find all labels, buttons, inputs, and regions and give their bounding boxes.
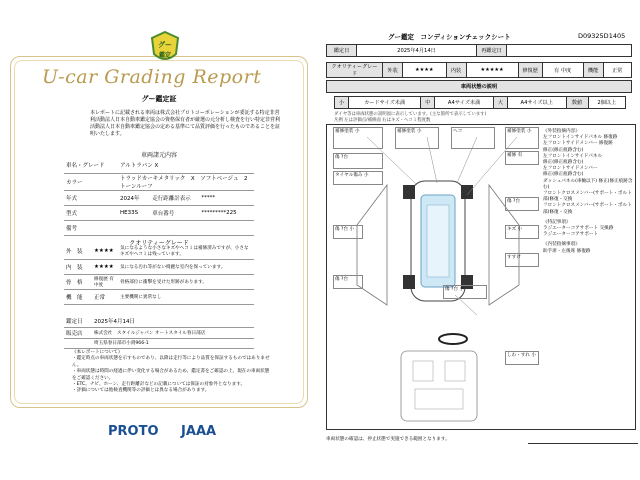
proto-logo: PROTO xyxy=(108,424,159,439)
int-label: 内装 xyxy=(446,63,466,78)
size-big: 大 xyxy=(493,97,507,109)
exterior-label: 外 装 xyxy=(64,244,92,259)
interior-note: 気になる汚れ等がない綺麗な室内を保っています。 xyxy=(118,259,254,274)
table-row xyxy=(64,220,254,235)
exterior-note: 気になるような小さなキズやヘコミは補修済みですが、小さなキズやヘコミは残っています。 xyxy=(118,244,254,259)
notes-title: 《本レポートについて》 xyxy=(72,350,123,355)
name-label: 車名・グレード xyxy=(64,158,118,173)
legend-item: ラジエーターコアサポート xyxy=(543,232,599,238)
year-label: 年式 xyxy=(64,190,118,205)
name-value: アルトラパン X xyxy=(118,158,254,173)
damage-box: 傷 ?台 xyxy=(333,275,363,289)
mech-label: 機 能 xyxy=(64,289,92,304)
table-row xyxy=(64,274,254,289)
repair-value: 有 中度 xyxy=(542,63,583,78)
legend-item: 左フロントインサイドパネル 修復跡 xyxy=(543,135,618,141)
model-label: 型式 xyxy=(64,205,118,220)
dealer-name: 株式会社 スタイルジャパン オートスタイル春日部店 xyxy=(92,327,254,338)
table-row xyxy=(327,45,632,57)
diag-note-2: 凡例 左は評価点/補修面 右はキズ・ヘコミ程度数 xyxy=(334,118,431,123)
chassis-value: *********225 xyxy=(199,205,254,220)
damage-legend xyxy=(543,129,633,255)
damage-box: 補修塗装 小 xyxy=(505,127,539,149)
legend-item: フロントクロスメンバー(サポート・ボルト部)修復・交換 xyxy=(543,191,632,203)
date-label: 鑑定日 xyxy=(327,45,357,57)
func-label: 機能 xyxy=(583,63,603,78)
frame-label: 骨 格 xyxy=(64,274,92,289)
quality-table xyxy=(64,244,254,305)
recheck-label: 再鑑定日 xyxy=(477,45,507,57)
damage-box: ヘコ xyxy=(451,127,495,149)
report-notes xyxy=(72,350,272,395)
table-row xyxy=(64,316,254,327)
damage-box: すすけ xyxy=(505,253,539,267)
legend-item: 修正(修正痕跡含む) xyxy=(543,172,584,178)
color-value: トラッドカーキメタリック X ソフトベージュ 2トーンルーフ xyxy=(118,173,254,190)
note-item: ・車両状態は時間の経過に伴い変化する場合があるため、鑑定書をご確認の上、現在の車両状態をご確認ください。 xyxy=(72,369,270,381)
legend-item: ダッシュパネル(車軸以下) 修正(修正痕跡含む) xyxy=(543,178,633,190)
size-small-desc: カードサイズ未満 xyxy=(349,97,421,109)
int-stars: ★★★★★ xyxy=(466,63,518,78)
table-row xyxy=(64,173,254,190)
table-row xyxy=(327,63,632,78)
table-row xyxy=(327,81,632,93)
damage-box: 補修塗装 小 xyxy=(333,127,383,149)
table-row xyxy=(64,190,254,205)
grade-table xyxy=(326,62,632,78)
mech-note: 主要機関に異常なし xyxy=(118,289,254,304)
legend-item: フロントクロスメンバー(サポート・ボルト部)修復・交換 xyxy=(543,203,632,215)
quality-label: クオリティーグレード xyxy=(327,63,383,78)
footer-logos xyxy=(108,424,216,439)
dealer-label: 販売店 xyxy=(64,327,92,338)
repair-label: 修復歴 xyxy=(518,63,542,78)
table-row xyxy=(64,289,254,304)
state-title: 車両状態の説明 xyxy=(327,81,632,93)
exterior-stars: ★★★★ xyxy=(92,244,118,259)
legend-item: 《特記事項》 xyxy=(543,219,571,225)
appraisal-date: 2025年4月14日 xyxy=(92,316,254,327)
sheet-id: D09325D1405 xyxy=(578,32,626,40)
quality-section-title: クオリティーグレード xyxy=(129,240,189,247)
size-small: 小 xyxy=(335,97,349,109)
legend-item: 《外装指摘内容》 xyxy=(543,129,580,134)
mileage-value: ***** xyxy=(199,190,254,205)
model-value: HE33S xyxy=(118,205,150,220)
mech-value: 正常 xyxy=(92,289,118,304)
report-title: U-car Grading Report xyxy=(42,66,262,88)
interior-label: 内 装 xyxy=(64,259,92,274)
svg-text:グー: グー xyxy=(158,41,172,49)
ext-label: 外装 xyxy=(383,63,403,78)
legend-item: 左フロントインサイドパネル xyxy=(543,153,603,159)
diag-note-1: ダイヤ等は車両状態の説明図に表示しています。(主な箇所で表示しています) xyxy=(334,112,487,117)
vehicle-info-table xyxy=(64,158,254,236)
damage-box: キズ 小 xyxy=(505,225,539,239)
bottom-note: 車両状態の確認は、停止状態で実施できる範囲となります。 xyxy=(326,437,450,442)
dealer-table xyxy=(64,316,254,349)
interior-stars: ★★★★ xyxy=(92,259,118,274)
frame-note: 骨格部位に衝撃を受けた形跡があります。 xyxy=(118,274,254,289)
legend-item: 修正(修正痕跡含む) xyxy=(543,160,584,166)
table-row xyxy=(64,338,254,348)
table-row xyxy=(335,97,626,109)
damage-box: 傷 ?台 小 xyxy=(333,225,363,239)
table-row xyxy=(64,327,254,338)
dealer-address: 埼玉県春日部市小渕966-1 xyxy=(92,338,254,348)
legend-item: 《内装指摘事項》 xyxy=(543,242,580,248)
year-value: 2024年 xyxy=(118,190,150,205)
legend-item: 左フロントサイドメンバー xyxy=(543,166,598,172)
size-table xyxy=(334,96,626,109)
chassis-label: 車台番号 xyxy=(150,205,199,220)
table-row xyxy=(64,259,254,274)
info-section-title: 車両諸元内容 xyxy=(140,152,177,159)
damage-box: 補修 有 xyxy=(505,151,539,165)
mileage-label: 走行距離計表示 xyxy=(150,190,199,205)
size-mid-desc: A4サイズ未満 xyxy=(435,97,494,109)
report-intro: 本レポートに記載される車両は株式会社プロトコーポレーションが委託する特定非営利活動法人日本自動車鑑定協会の資格保有者が厳選の元分析し検査を行い特定非営利活動法人日本自動車鑑定協会の定める基準にて品質評価を行ったものであることを証明いたします。 xyxy=(90,110,281,137)
report-subtitle: グー鑑定証 xyxy=(141,95,177,103)
ext-stars: ★★★★ xyxy=(403,63,447,78)
size-mid: 中 xyxy=(421,97,435,109)
svg-text:鑑定: 鑑定 xyxy=(158,52,172,59)
date-value: 2025年4月14日 xyxy=(357,45,477,57)
color-label: カラー xyxy=(64,173,118,190)
note-item: ・評価については他検査機関等の評価とは異なる場合があります。 xyxy=(72,388,210,394)
vehicle-diagram xyxy=(326,124,636,430)
func-value: 正常 xyxy=(603,63,631,78)
remarks-label: 備考 xyxy=(64,220,118,235)
legend-item: 修正(修正痕跡含む) xyxy=(543,147,584,153)
damage-box: タイヤル傷み 小 xyxy=(333,171,383,185)
table-row xyxy=(64,244,254,259)
legend-item: 助手席・左後席 修復跡 xyxy=(543,248,591,254)
state-title-table xyxy=(326,80,632,93)
legend-item: ラジエーターコアサポート 交換跡 xyxy=(543,226,614,232)
appraisal-date-label: 鑑定日 xyxy=(64,316,92,327)
goo-kantei-logo xyxy=(148,30,182,66)
level-label: 数値 xyxy=(566,97,588,109)
table-row xyxy=(64,205,254,220)
damage-box: しわ・すれ 小 xyxy=(505,351,539,365)
level-value: 2個以上 xyxy=(588,97,625,109)
damage-box: 傷 ?台 xyxy=(505,197,539,211)
grading-report-page xyxy=(0,0,318,480)
note-item: ・鑑定時点の車両状態を示すものであり、以降は走行等により品質を保証するものではありません。 xyxy=(72,356,270,368)
size-big-desc: A4サイズ以上 xyxy=(507,97,566,109)
note-item: ・ETC、ナビ、ホーン、走行距離計などの記載については保証の対象外となります。 xyxy=(72,382,246,388)
damage-box: 補修塗装 小 xyxy=(395,127,439,149)
damage-box: 傷 ?台 xyxy=(333,153,383,169)
frame-value: 修復歴 有 中度 xyxy=(92,274,118,289)
legend-item: 左フロントサイドメンバー 修復跡 xyxy=(543,141,613,147)
signature-line xyxy=(528,436,638,444)
damage-box: 傷 ?台 小 xyxy=(443,285,487,299)
date-table xyxy=(326,44,632,57)
jaaa-logo: JAAA xyxy=(181,424,217,439)
sheet-title: グー鑑定 コンディションチェックシート xyxy=(388,33,511,41)
table-row xyxy=(64,158,254,173)
